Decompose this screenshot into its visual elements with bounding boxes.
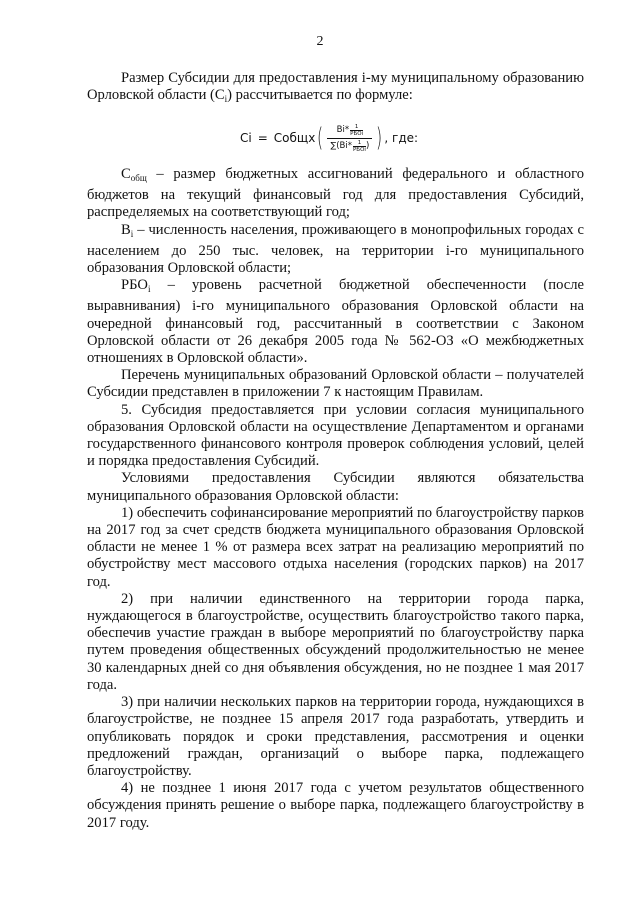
- def-b: [87, 222, 584, 278]
- def-rbo: [87, 277, 584, 367]
- formula-close-paren: ): [376, 123, 383, 153]
- def-rbo-sub: i: [147, 284, 151, 295]
- page-number: 2: [316, 34, 324, 49]
- def-b-symbol: B: [121, 221, 131, 238]
- paragraph-5: 5. Субсидия предоставляется при условии согласия муниципального образования Орловской области на осуществление Департаментом и органами государственного финансового контроля проверок соблюдения условий, целей и порядка предоставления Субсидий.: [87, 401, 584, 470]
- conditions-intro: Условиями предоставления Субсидии являются обязательства муниципального образования Орловской области:: [87, 470, 584, 504]
- def-sobsh-sub: общ: [130, 173, 147, 183]
- intro-text: Размер Субсидии для предоставления i-му муниципальному образованию Орловской области (C: [87, 70, 584, 104]
- fraction-bar: [327, 138, 372, 139]
- numerator-var: Bi: [336, 125, 345, 135]
- denominator-sum: ∑(Bi: [330, 141, 348, 151]
- intro-paragraph: [87, 70, 584, 108]
- mini-one: 1: [354, 123, 359, 130]
- formula-fraction: [327, 124, 372, 153]
- def-rbo-text: – уровень расчетной бюджетной обеспеченности (после выравнивания) i-го муниципального образования Орловской области на очередной финансовый год, рассчитанный в соответствии с Законом Орловской области от 26 декабря 2005 года № 562-ОЗ «О межбюджетных отношениях в Орловской области».: [87, 277, 584, 367]
- formula-total: Собщ: [273, 131, 309, 145]
- def-sobsh-text: – размер бюджетных ассигнований федерального и областного бюджетов на текущий финансовый год для предоставления Субсидий, распределяемых на соответствующий год;: [87, 166, 584, 221]
- intro-subscript: i: [224, 94, 228, 105]
- formula-times: x: [308, 131, 316, 145]
- denominator-mini-fraction: [353, 140, 366, 153]
- formula-equals: =: [257, 131, 268, 145]
- condition-1: 1) обеспечить софинансирование мероприятий по благоустройству парков на 2017 год за счет средств бюджета муниципального образования Орловской области не менее 1 % от размера всех затрат на реализацию мероприятий по обустройству мест массового отдыха населения (городских парков) на 2017 год.: [87, 504, 584, 590]
- def-sobsh: [87, 166, 584, 222]
- condition-2: 2) при наличии единственного на территории города парка, нуждающегося в благоустройстве, осуществить благоустройство такого парка, обеспечив участие граждан в выборе мероприятий по благоустройству парка путем проведения общественных обсуждений продолжительностью не менее 30 календарных дней со дня объявления обсуждения, но не позднее 1 мая 2017 года.: [87, 590, 584, 693]
- numerator-mini-fraction: [350, 124, 363, 137]
- condition-3: 3) при наличии нескольких парков на территории города, нуждающихся в благоустройстве, не позднее 15 апреля 2017 года разработать, утвердить и опубликовать порядок и сроки представления, рассмотрения и оценки предложений граждан, организаций о выборе парка, подлежащего благоустройству.: [87, 694, 584, 779]
- denominator-dot: *: [347, 141, 352, 151]
- formula-open-paren: (: [317, 123, 324, 153]
- mini-one-den: 1: [357, 139, 362, 146]
- condition-4: 4) не позднее 1 июня 2017 года с учетом результатов общественного обсуждения принять решение о выборе парка, подлежащего благоустройству в 2017 году.: [87, 780, 584, 831]
- def-b-sub: i: [130, 228, 134, 239]
- def-rbo-symbol: РБО: [121, 277, 148, 294]
- subsidy-formula: [240, 118, 418, 158]
- formula-lhs: Ci: [240, 131, 252, 145]
- denominator-close: ): [365, 141, 370, 151]
- def-sobsh-symbol: С: [121, 166, 131, 182]
- def-b-text: – численность населения, проживающего в монопрофильных городах с населением до 250 тыс. человек, на территории i-го муниципального образования Орловской области;: [87, 221, 584, 277]
- formula-tail: , где:: [384, 131, 419, 145]
- numerator-dot: *: [344, 125, 350, 135]
- mini-rbo-den: РБОi: [352, 146, 366, 153]
- formula-numerator: [334, 124, 366, 137]
- formula-denominator: [327, 140, 372, 153]
- document-body: [87, 166, 584, 832]
- mini-rbo: РБОi: [350, 130, 364, 137]
- intro-end: ) рассчитывается по формуле:: [227, 87, 413, 104]
- list-note: Перечень муниципальных образований Орловской области – получателей Субсидии представлен в приложении 7 к настоящим Правилам.: [87, 367, 584, 401]
